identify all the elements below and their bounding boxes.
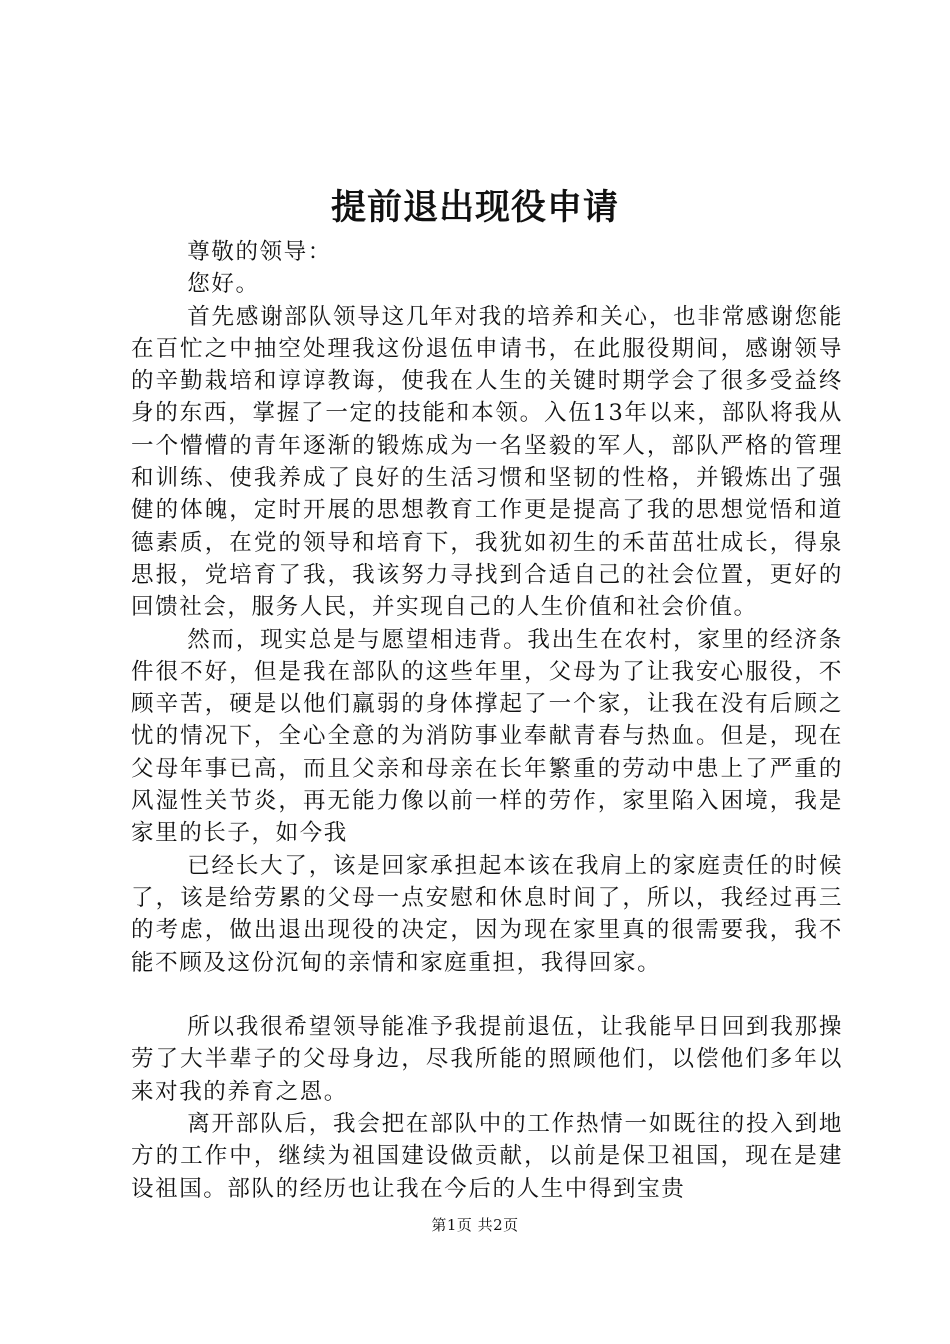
body-paragraph-gratitude: 首先感谢部队领导这几年对我的培养和关心，也非常感谢您能在百忙之中抽空处理我这份退伍申请书，在此服役期间，感谢领导的辛勤栽培和谆谆教诲，使我在人生的关键时期学会了很多受益终身的东西，掌握了一定的技能和本领。入伍13年以来，部队将我从一个懵懵的青年逐渐的锻炼成为一名坚毅的军人，部队严格的管理和训练、使我养成了良好的生活习惯和坚韧的性格，并锻炼出了强健的体魄，定时开展的思想教育工作更是提高了我的思想觉悟和道德素质，在党的领导和培育下，我犹如初生的禾苗茁壮成长，得泉思报，党培育了我，我该努力寻找到合适自己的社会位置，更好的回馈社会，服务人民，并实现自己的人生价值和社会价值。	[131, 303, 843, 621]
page-footer: 第1页 共2页	[431, 1216, 519, 1234]
greeting: 您好。	[187, 271, 260, 298]
body-paragraph-family-situation: 然而，现实总是与愿望相违背。我出生在农村，家里的经济条件很不好，但是我在部队的这些年里，父母为了让我安心服役，不顾辛苦，硬是以他们羸弱的身体撑起了一个家，让我在没有后顾之忧的情况下，全心全意的为消防事业奉献青春与热血。但是，现在父母年事已高，而且父亲和母亲在长年繁重的劳动中患上了严重的风湿性关节炎，再无能力像以前一样的劳作，家里陷入困境，我是家里的长子，如今我	[131, 626, 843, 847]
paragraph-spacer	[131, 979, 843, 1011]
body-paragraph-future: 离开部队后，我会把在部队中的工作热情一如既往的投入到地方的工作中，继续为祖国建设做贡献，以前是保卫祖国，现在是建设祖国。部队的经历也让我在今后的人生中得到宝贵	[131, 1111, 843, 1202]
body-paragraph-request: 所以我很希望领导能准予我提前退伍，让我能早日回到我那操劳了大半辈子的父母身边，尽我所能的照顾他们，以偿他们多年以来对我的养育之恩。	[131, 1014, 843, 1105]
salutation: 尊敬的领导：	[187, 239, 332, 265]
body-paragraph-decision: 已经长大了，该是回家承担起本该在我肩上的家庭责任的时候了，该是给劳累的父母一点安慰和休息时间了，所以，我经过再三的考虑，做出退出现役的决定，因为现在家里真的很需要我，我不能不顾及这份沉甸的亲情和家庭重担，我得回家。	[131, 852, 843, 976]
document-title: 提前退出现役申请	[330, 187, 619, 228]
document-body	[131, 236, 843, 1205]
